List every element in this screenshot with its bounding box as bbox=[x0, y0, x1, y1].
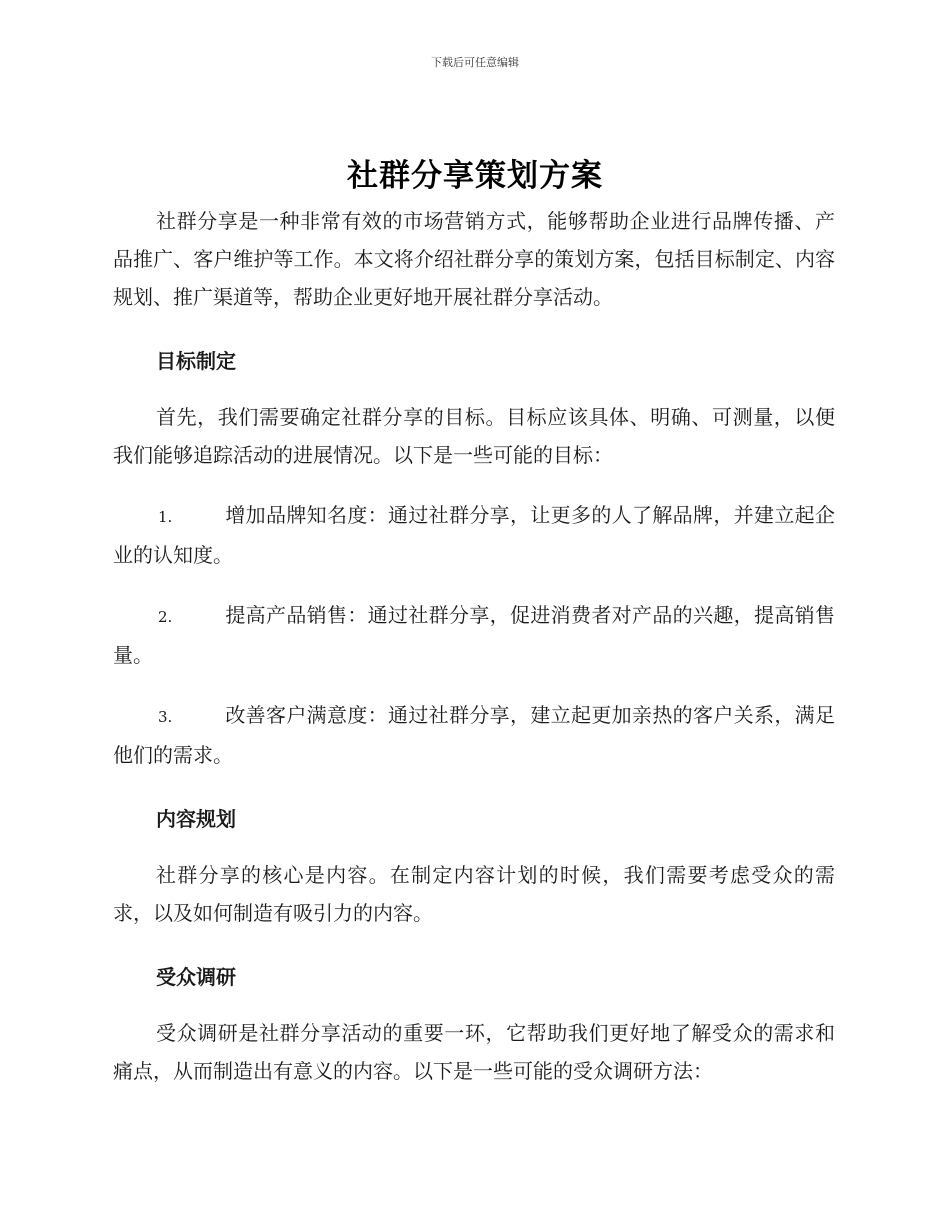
list-item bbox=[113, 596, 835, 674]
list-item-text: 提高产品销售：通过社群分享，促进消费者对产品的兴趣，提高销售量。 bbox=[113, 603, 835, 667]
intro-paragraph: 社群分享是一种非常有效的市场营销方式，能够帮助企业进行品牌传播、产品推广、客户维护等工作。本文将介绍社群分享的策划方案，包括目标制定、内容规划、推广渠道等，帮助企业更好地开展社群分享活动。 bbox=[113, 209, 835, 309]
list-item-number: 3. bbox=[158, 708, 173, 726]
header-note: 下载后可任意编辑 bbox=[431, 56, 519, 69]
list-item-number: 1. bbox=[158, 508, 173, 526]
goals-paragraph: 首先，我们需要确定社群分享的目标。目标应该具体、明确、可测量，以便我们能够追踪活动的进展情况。以下是一些可能的目标： bbox=[113, 405, 835, 467]
section-heading-content: 内容规划 bbox=[156, 807, 236, 831]
section-heading-audience: 受众调研 bbox=[156, 965, 236, 989]
list-item bbox=[113, 496, 835, 574]
list-item-text: 增加品牌知名度：通过社群分享，让更多的人了解品牌，并建立起企业的认知度。 bbox=[113, 503, 835, 567]
content-paragraph: 社群分享的核心是内容。在制定内容计划的时候，我们需要考虑受众的需求，以及如何制造有吸引力的内容。 bbox=[113, 863, 835, 925]
list-item-number: 2. bbox=[158, 608, 173, 626]
list-item bbox=[113, 696, 835, 774]
audience-paragraph: 受众调研是社群分享活动的重要一环，它帮助我们更好地了解受众的需求和痛点，从而制造出有意义的内容。以下是一些可能的受众调研方法： bbox=[113, 1021, 835, 1083]
section-heading-goals: 目标制定 bbox=[156, 349, 236, 373]
document-title: 社群分享策划方案 bbox=[347, 158, 603, 194]
document-body bbox=[113, 202, 835, 1090]
list-item-text: 改善客户满意度：通过社群分享，建立起更加亲热的客户关系，满足他们的需求。 bbox=[113, 703, 835, 767]
